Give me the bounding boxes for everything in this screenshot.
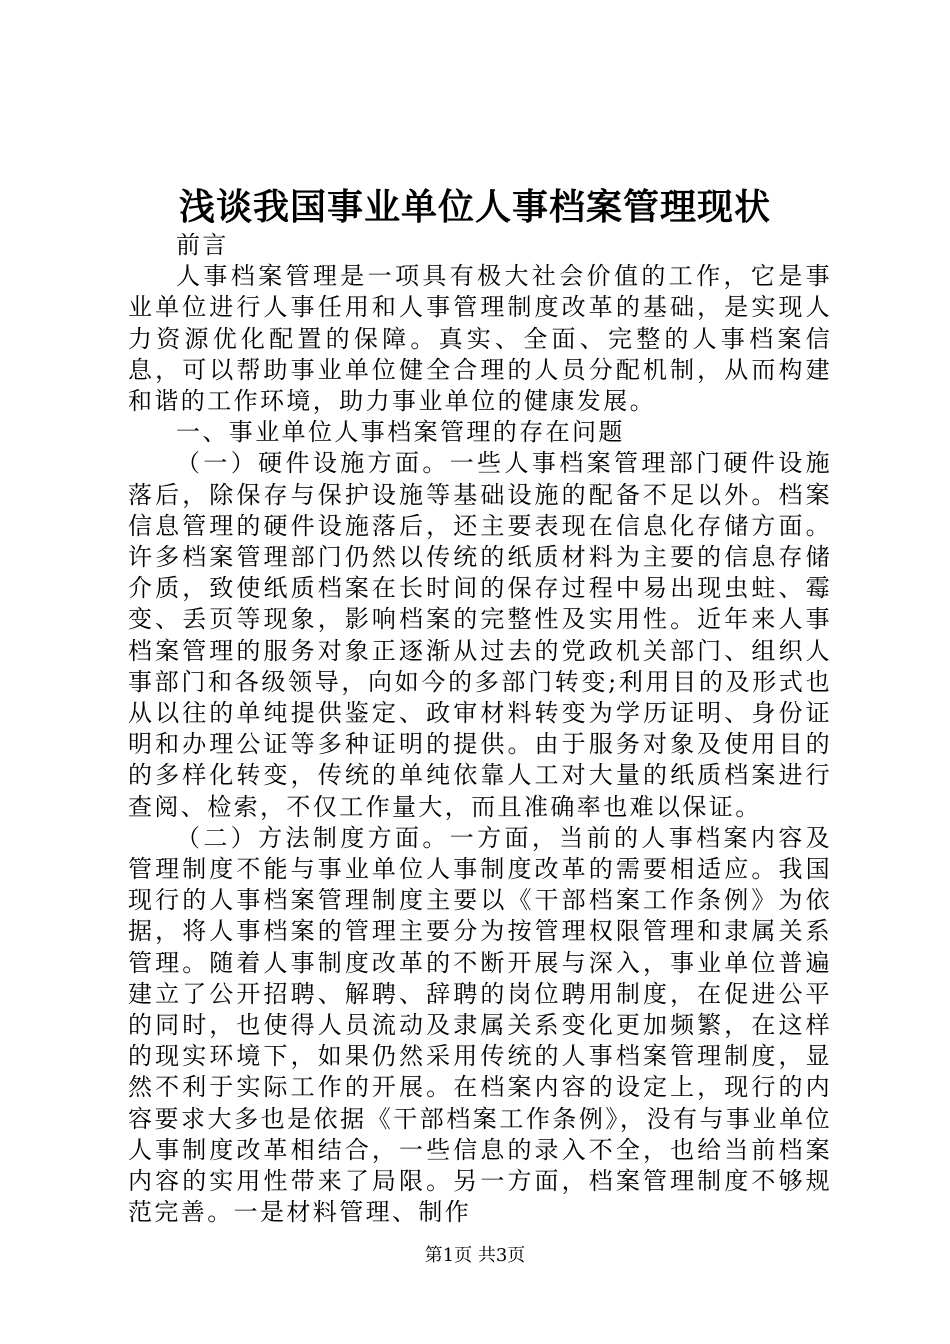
preface-heading: 前言 [176,231,229,259]
page-number-footer: 第1页 共3页 [424,1245,526,1266]
preface-paragraph: 人事档案管理是一项具有极大社会价值的工作，它是事业单位进行人事任用和人事管理制度改革的基础，是实现人力资源优化配置的保障。真实、全面、完整的人事档案信息，可以帮助事业单位健全合理的人员分配机制，从而构建和谐的工作环境，助力事业单位的健康发展。 [128,262,832,416]
hardware-paragraph: （一）硬件设施方面。一些人事档案管理部门硬件设施落后，除保存与保护设施等基础设施的配备不足以外。档案信息管理的硬件设施落后，还主要表现在信息化存储方面。许多档案管理部门仍然以传统的纸质材料为主要的信息存储介质，致使纸质档案在长时间的保存过程中易出现虫蛀、霉变、丢页等现象，影响档案的完整性及实用性。近年来人事档案管理的服务对象正逐渐从过去的党政机关部门、组织人事部门和各级领导，向如今的多部门转变;利用目的及形式也从以往的单纯提供鉴定、政审材料转变为学历证明、身份证明和办理公证等多种证明的提供。由于服务对象及使用目的的多样化转变，传统的单纯依靠人工对大量的纸质档案进行查阅、检索，不仅工作量大，而且准确率也难以保证。 [128,449,832,821]
document-body [128,230,832,1229]
section-heading-problems: 一、事业单位人事档案管理的存在问题 [176,418,625,447]
document-title: 浅谈我国事业单位人事档案管理现状 [178,186,771,228]
method-paragraph: （二）方法制度方面。一方面，当前的人事档案内容及管理制度不能与事业单位人事制度改革的需要相适应。我国现行的人事档案管理制度主要以《干部档案工作条例》为依据，将人事档案的管理主要分为按管理权限管理和隶属关系管理。随着人事制度改革的不断开展与深入，事业单位普遍建立了公开招聘、解聘、辞聘的岗位聘用制度，在促进公平的同时，也使得人员流动及隶属关系变化更加频繁，在这样的现实环境下，如果仍然采用传统的人事档案管理制度，显然不利于实际工作的开展。在档案内容的设定上，现行的内容要求大多也是依据《干部档案工作条例》，没有与事业单位人事制度改革相结合，一些信息的录入不全，也给当前档案内容的实用性带来了局限。另一方面，档案管理制度不够规范完善。一是材料管理、制作 [128,823,832,1227]
